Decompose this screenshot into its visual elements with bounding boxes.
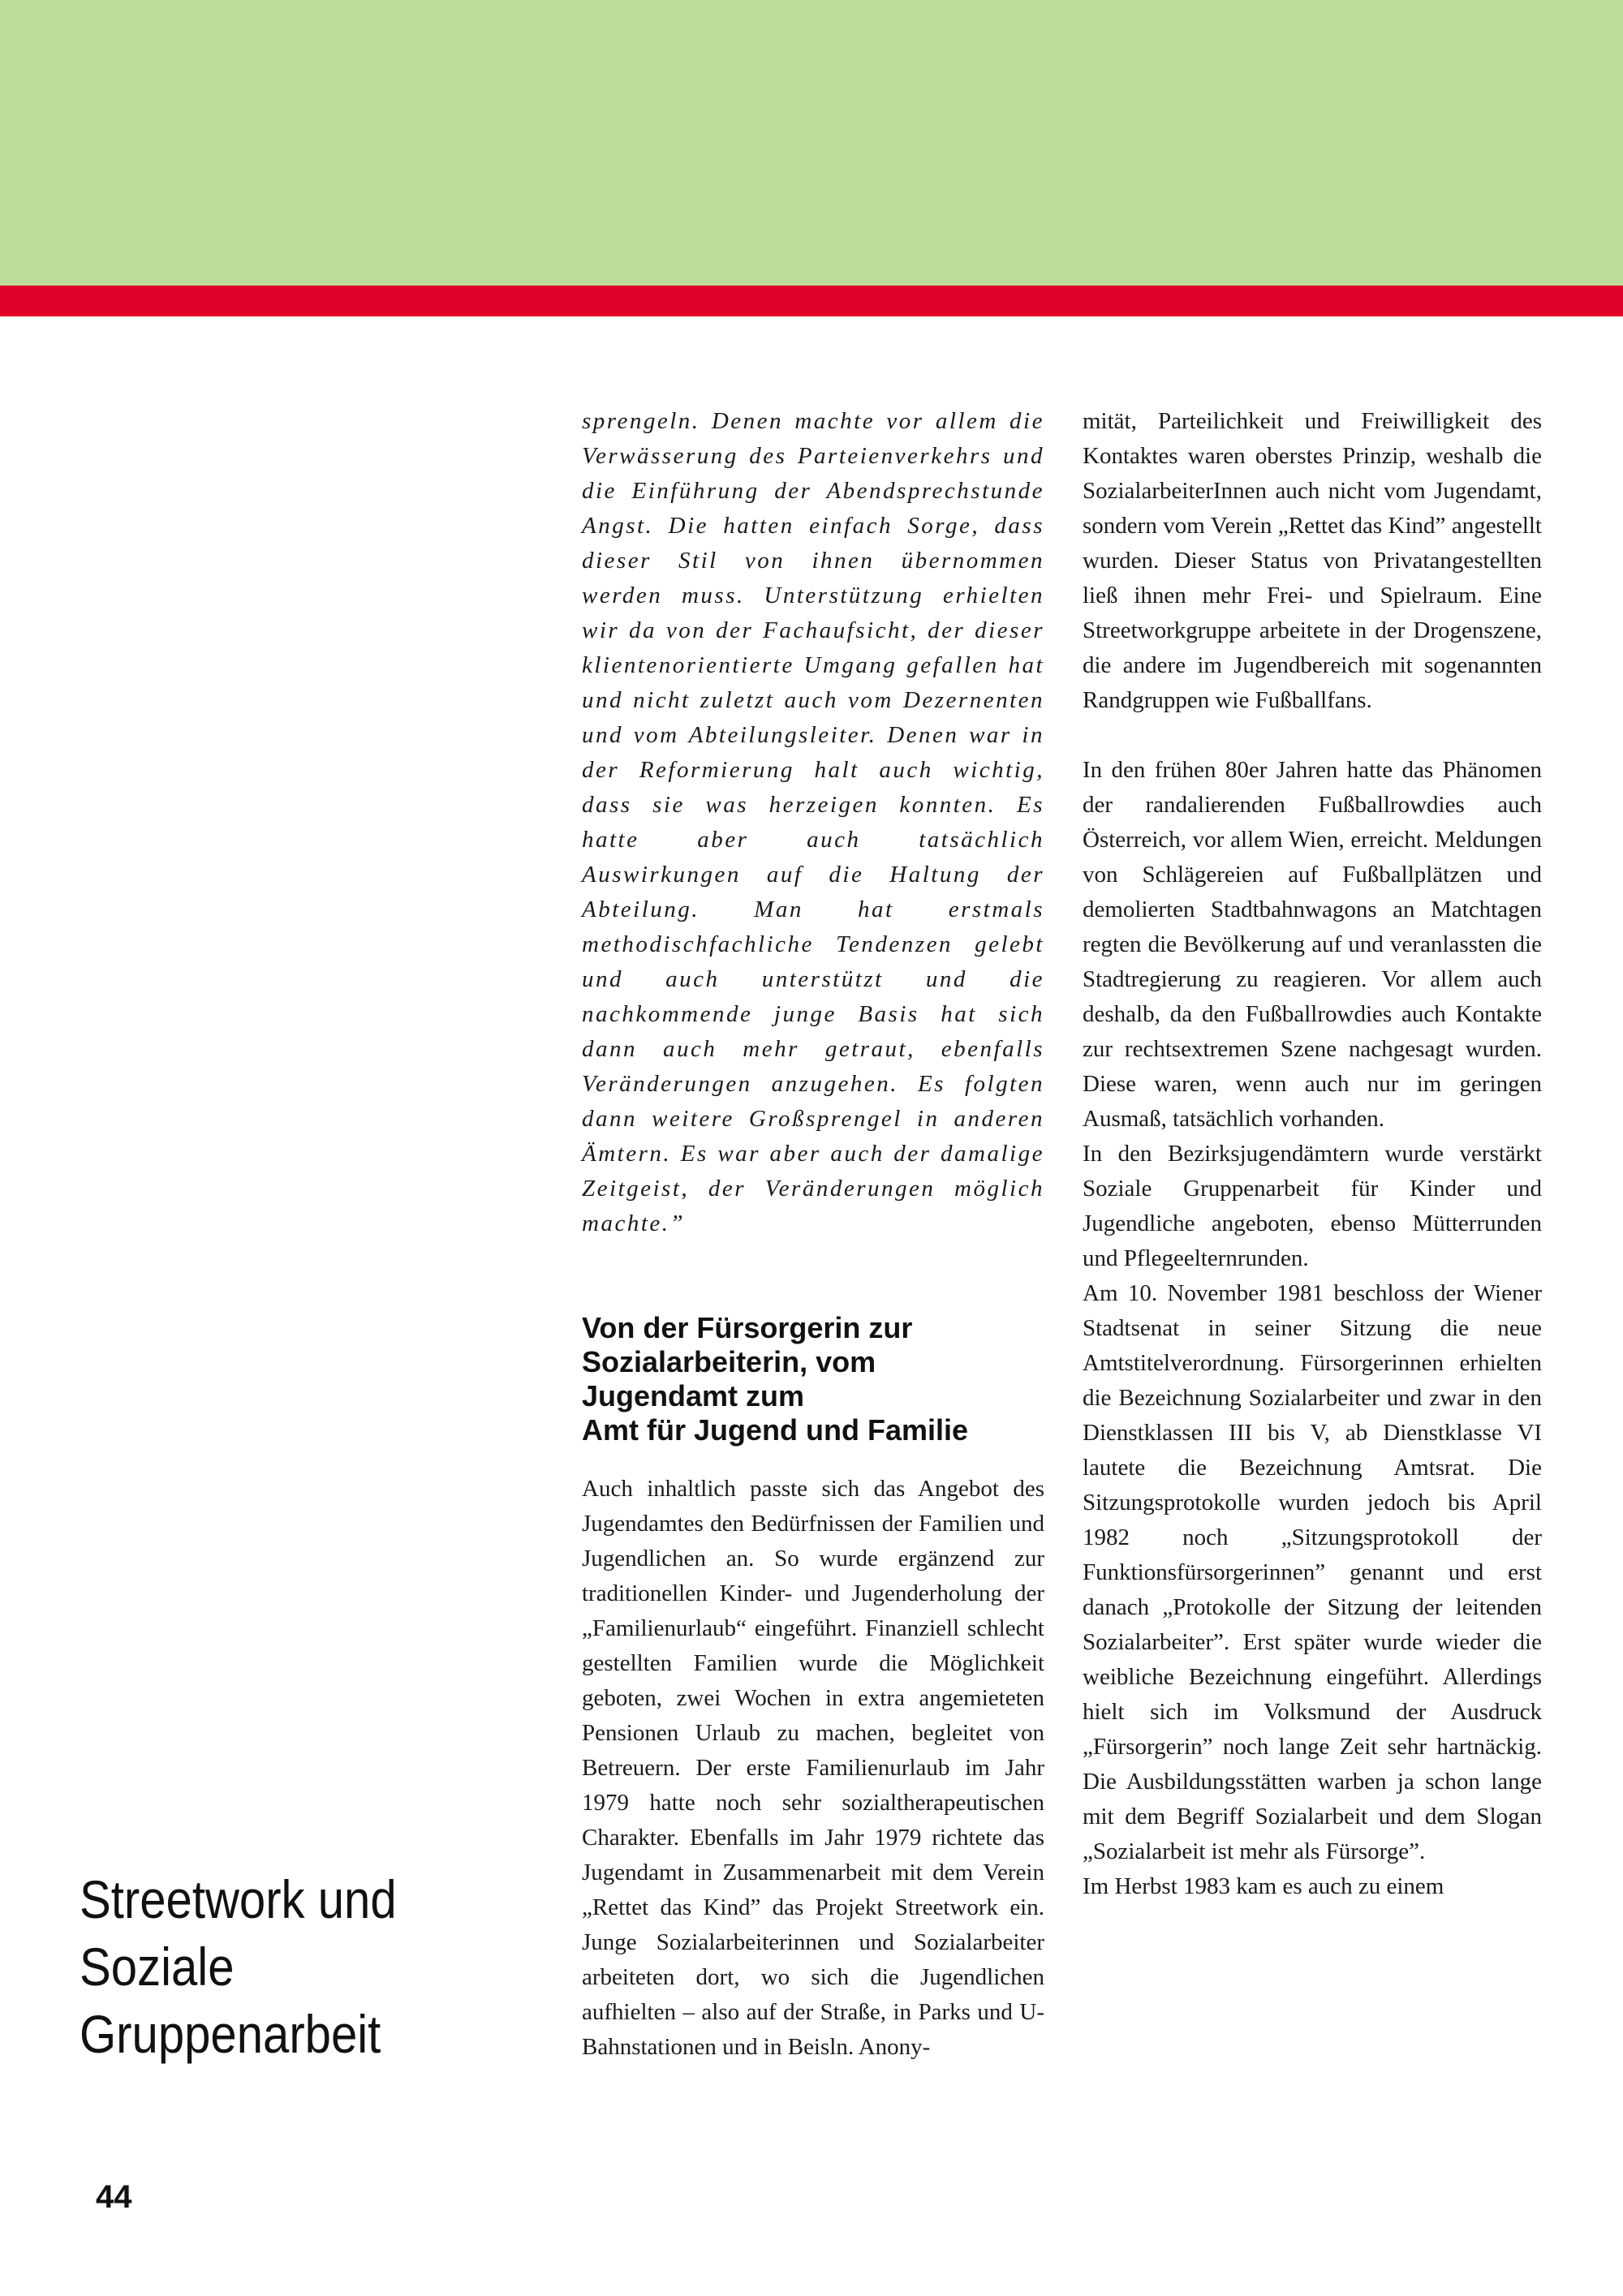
header-band-green	[0, 0, 1623, 286]
body-paragraph: Am 10. November 1981 beschloss der Wiener Stadtsenat in seiner Sitzung die neue Amtstitelverordnung. Fürsorgerinnen erhielten die Bezeichnung Sozialarbeiter und zwar in den Dienstklassen III bis V, ab Dienstklasse VI lautete die Bezeichnung Amtsrat. Die Sitzungsprotokolle wurden jedoch bis April 1982 noch „Sitzungsprotokoll der Funktionsfürsorgerinnen” genannt und erst danach „Protokolle der Sitzung der leitenden Sozialarbeiter”. Erst später wurde wieder die weibliche Bezeichnung eingeführt. Allerdings hielt sich im Volksmund der Ausdruck „Fürsorgerin” noch lange Zeit sehr hartnäckig. Die Ausbildungsstätten warben ja schon lange mit dem Begriff Sozialarbeit und dem Slogan „Sozialarbeit ist mehr als Fürsorge”.	[1083, 1280, 1542, 1864]
section-heading-line: Jugendamt zum	[582, 1379, 805, 1412]
section-heading	[582, 1311, 1044, 1447]
section-heading-line: Amt für Jugend und Familie	[582, 1413, 969, 1447]
section-heading-line: Sozialarbeiterin, vom	[582, 1345, 876, 1378]
chapter-title-line: Streetwork und	[80, 1869, 397, 1929]
page-number: 44	[96, 2179, 132, 2215]
body-paragraph: mität, Parteilichkeit und Freiwilligkeit des Kontaktes waren oberstes Prinzip, weshalb die SozialarbeiterInnen auch nicht vom Jugendamt, sondern vom Verein „Rettet das Kind” angestellt wurden. Dieser Status von Privatangestellten ließ ihnen mehr Frei- und Spielraum. Eine Streetworkgruppe arbeitete in der Drogenszene, die andere im Jugendbereich mit sogenannten Randgruppen wie Fußballfans.	[1083, 408, 1542, 713]
interview-quote: sprengeln. Denen machte vor allem die Verwässerung des Parteienverkehrs und die Einführung der Abendsprechstunde Angst. Die hatten einfach Sorge, dass dieser Stil von ihnen übernommen werden muss. Unterstützung erhielten wir da von der Fachaufsicht, der dieser klientenorientierte Umgang gefallen hat und nicht zuletzt auch vom Dezernenten und vom Abteilungsleiter. Denen war in der Reformierung halt auch wichtig, dass sie was herzeigen konnten. Es hatte aber auch tatsächlich Auswirkungen auf die Haltung der Abteilung. Man hat erstmals methodischfachliche Tendenzen gelebt und auch unterstützt und die nachkommende junge Basis hat sich dann auch mehr getraut, ebenfalls Veränderungen anzugehen. Es folgten dann weitere Großsprengel in anderen Ämtern. Es war aber auch der damalige Zeitgeist, der Veränderungen möglich machte.”	[582, 408, 1044, 1236]
text-column-right	[1083, 404, 1542, 1904]
body-paragraph: In den frühen 80er Jahren hatte das Phänomen der randalierenden Fußballrowdies auch Österreich, vor allem Wien, erreicht. Meldungen von Schlägereien auf Fußballplätzen und demolierten Stadtbahnwagons an Matchtagen regten die Bevölkerung auf und veranlassten die Stadtregierung zu reagieren. Vor allem auch deshalb, da den Fußballrowdies auch Kontakte zur rechtsextremen Szene nachgesagt wurden. Diese waren, wenn auch nur im geringen Ausmaß, tatsächlich vorhanden.	[1083, 757, 1542, 1132]
text-column-left	[582, 404, 1044, 2065]
body-paragraph: Auch inhaltlich passte sich das Angebot des Jugendamtes den Bedürfnissen der Familien und Jugendlichen an. So wurde ergänzend zur traditionellen Kinder- und Jugenderholung der „Familienurlaub“ eingeführt. Finanziell schlecht gestellten Familien wurde die Möglichkeit geboten, zwei Wochen in extra angemieteten Pensionen Urlaub zu machen, begleitet von Betreuern. Der erste Familienurlaub im Jahr 1979 hatte noch sehr sozialtherapeutischen Charakter. Ebenfalls im Jahr 1979 richtete das Jugendamt in Zusammenarbeit mit dem Verein „Rettet das Kind” das Projekt Streetwork ein. Junge Sozialarbeiterinnen und Sozialarbeiter arbeiteten dort, wo sich die Jugendlichen aufhielten – also auf der Straße, in Parks und U-Bahnstationen und in Beisln. Anony-	[582, 1476, 1044, 2060]
chapter-title-line: Gruppenarbeit	[80, 2004, 381, 2064]
body-paragraph: In den Bezirksjugendämtern wurde verstärkt Soziale Gruppenarbeit für Kinder und Jugendliche angeboten, ebenso Mütterrunden und Pflegeelternrunden.	[1083, 1141, 1542, 1271]
chapter-title	[80, 1866, 397, 2068]
chapter-title-line: Soziale	[80, 1937, 235, 1997]
header-band-red	[0, 286, 1623, 316]
body-paragraph: Im Herbst 1983 kam es auch zu einem	[1083, 1873, 1444, 1899]
section-heading-line: Von der Fürsorgerin zur	[582, 1311, 913, 1344]
